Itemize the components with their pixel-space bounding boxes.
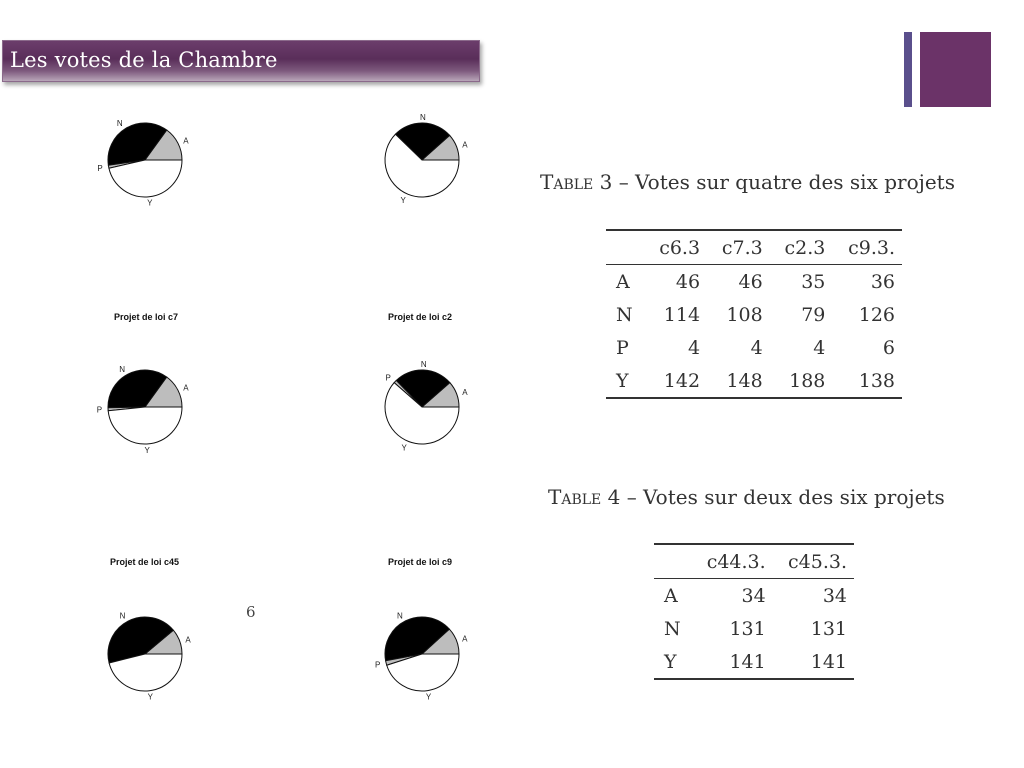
pie-title-c7: Projet de loi c7 <box>114 312 179 322</box>
pie-slice-label: A <box>185 635 191 645</box>
table-cell: 108 <box>726 303 763 326</box>
table-cell: 46 <box>738 270 763 293</box>
table-cell: 148 <box>726 369 763 392</box>
table-cell: 34 <box>741 584 766 607</box>
table-cell: 4 <box>813 336 826 359</box>
table-cell: 4 <box>687 336 701 359</box>
pie-chart-2 <box>372 100 472 220</box>
pie-slice-label: Y <box>147 692 153 702</box>
table4-caption-text: – Votes sur deux des six projets <box>620 485 945 509</box>
table3-caption-prefix: Table 3 <box>540 170 613 194</box>
table-header-cell <box>606 230 644 265</box>
pie-slice-label: A <box>462 387 468 397</box>
row-label: A <box>616 270 630 293</box>
corner-stripe-decoration <box>904 32 912 107</box>
table-header-cell: c7.3 <box>721 236 763 259</box>
table-row <box>654 579 854 613</box>
table-header-cell: c44.3. <box>706 550 766 573</box>
pie-slice-label: Y <box>400 195 406 205</box>
row-label: P <box>616 336 629 359</box>
table-row <box>606 364 902 398</box>
table-cell: 6 <box>882 336 895 359</box>
table-cell: 188 <box>789 369 826 392</box>
table-row <box>606 265 902 299</box>
table-cell: 79 <box>801 303 826 326</box>
table-cell: 114 <box>663 303 701 326</box>
table-cell: 46 <box>675 270 701 293</box>
table-cell: 138 <box>858 369 895 392</box>
pie-slice-Y <box>109 160 182 197</box>
pie-slice-label: N <box>119 364 125 374</box>
pie-slice-Y <box>108 407 182 444</box>
table-header-cell: c2.3 <box>784 236 826 259</box>
table-cell: 131 <box>729 617 766 640</box>
pie-slice-label: P <box>374 660 381 670</box>
pie-slice-label: P <box>96 405 103 415</box>
row-label: N <box>616 303 633 326</box>
pie-chart-1 <box>95 100 195 220</box>
pie-title-c2: Projet de loi c2 <box>388 312 453 322</box>
pie-chart-c45 <box>95 594 195 714</box>
table-row <box>654 612 854 645</box>
pie-slice-label: A <box>462 140 468 150</box>
table-header-cell: c6.3 <box>659 236 701 259</box>
table-row <box>654 645 854 679</box>
pie-chart-c2 <box>372 347 472 467</box>
table-row <box>606 298 902 331</box>
table4-caption <box>548 485 945 509</box>
slide-title: Les votes de la Chambre <box>10 48 278 72</box>
row-label: Y <box>664 650 677 673</box>
pie-slice-label: Y <box>144 445 150 455</box>
page-number-digit: 6 <box>246 603 256 621</box>
table-header-cell: c9.3. <box>848 236 895 259</box>
table-cell: 4 <box>750 336 763 359</box>
row-label: N <box>664 617 681 640</box>
table3-caption-text: – Votes sur quatre des six projets <box>612 170 955 194</box>
pie-slice-label: A <box>462 634 468 644</box>
table-header-cell <box>654 544 691 579</box>
pie-slice-label: Y <box>147 198 153 208</box>
pie-slice-label: A <box>183 383 189 393</box>
table-cell: 131 <box>810 617 847 640</box>
pie-slice-label: A <box>183 136 189 146</box>
table-cell: 126 <box>858 303 895 326</box>
table-cell: 142 <box>663 369 701 392</box>
table-cell: 34 <box>822 584 847 607</box>
pie-slice-label: P <box>97 163 103 173</box>
table-header-cell: c45.3. <box>788 550 847 573</box>
slide-title-bar <box>2 40 480 82</box>
table-cell: 35 <box>801 270 826 293</box>
table4 <box>654 543 854 680</box>
pie-chart-c7 <box>95 347 195 467</box>
row-label: A <box>664 584 678 607</box>
table-header-row <box>654 544 854 579</box>
pie-slice-label: N <box>420 360 427 369</box>
table4-caption-prefix: Table 4 <box>548 485 621 509</box>
pie-title-c9: Projet de loi c9 <box>388 557 453 567</box>
table-row <box>606 331 902 364</box>
table-cell: 141 <box>810 650 847 673</box>
table-cell: 36 <box>870 270 895 293</box>
table3-caption <box>540 170 955 194</box>
pie-slice-label: N <box>119 611 126 621</box>
pie-slice-label: P <box>385 373 391 383</box>
pie-slice-label: N <box>420 113 426 122</box>
pie-chart-c9 <box>372 594 472 714</box>
pie-title-c45: Projet de loi c45 <box>110 557 180 567</box>
pie-slice-label: N <box>397 611 403 621</box>
corner-block-decoration <box>920 32 991 107</box>
table-cell: 141 <box>729 650 766 673</box>
pie-slice-label: N <box>116 119 123 129</box>
pie-slice-label: Y <box>425 692 432 702</box>
table3 <box>606 229 902 399</box>
row-label: Y <box>616 369 629 392</box>
table-header-row <box>606 230 902 265</box>
pie-slice-label: Y <box>401 443 407 453</box>
